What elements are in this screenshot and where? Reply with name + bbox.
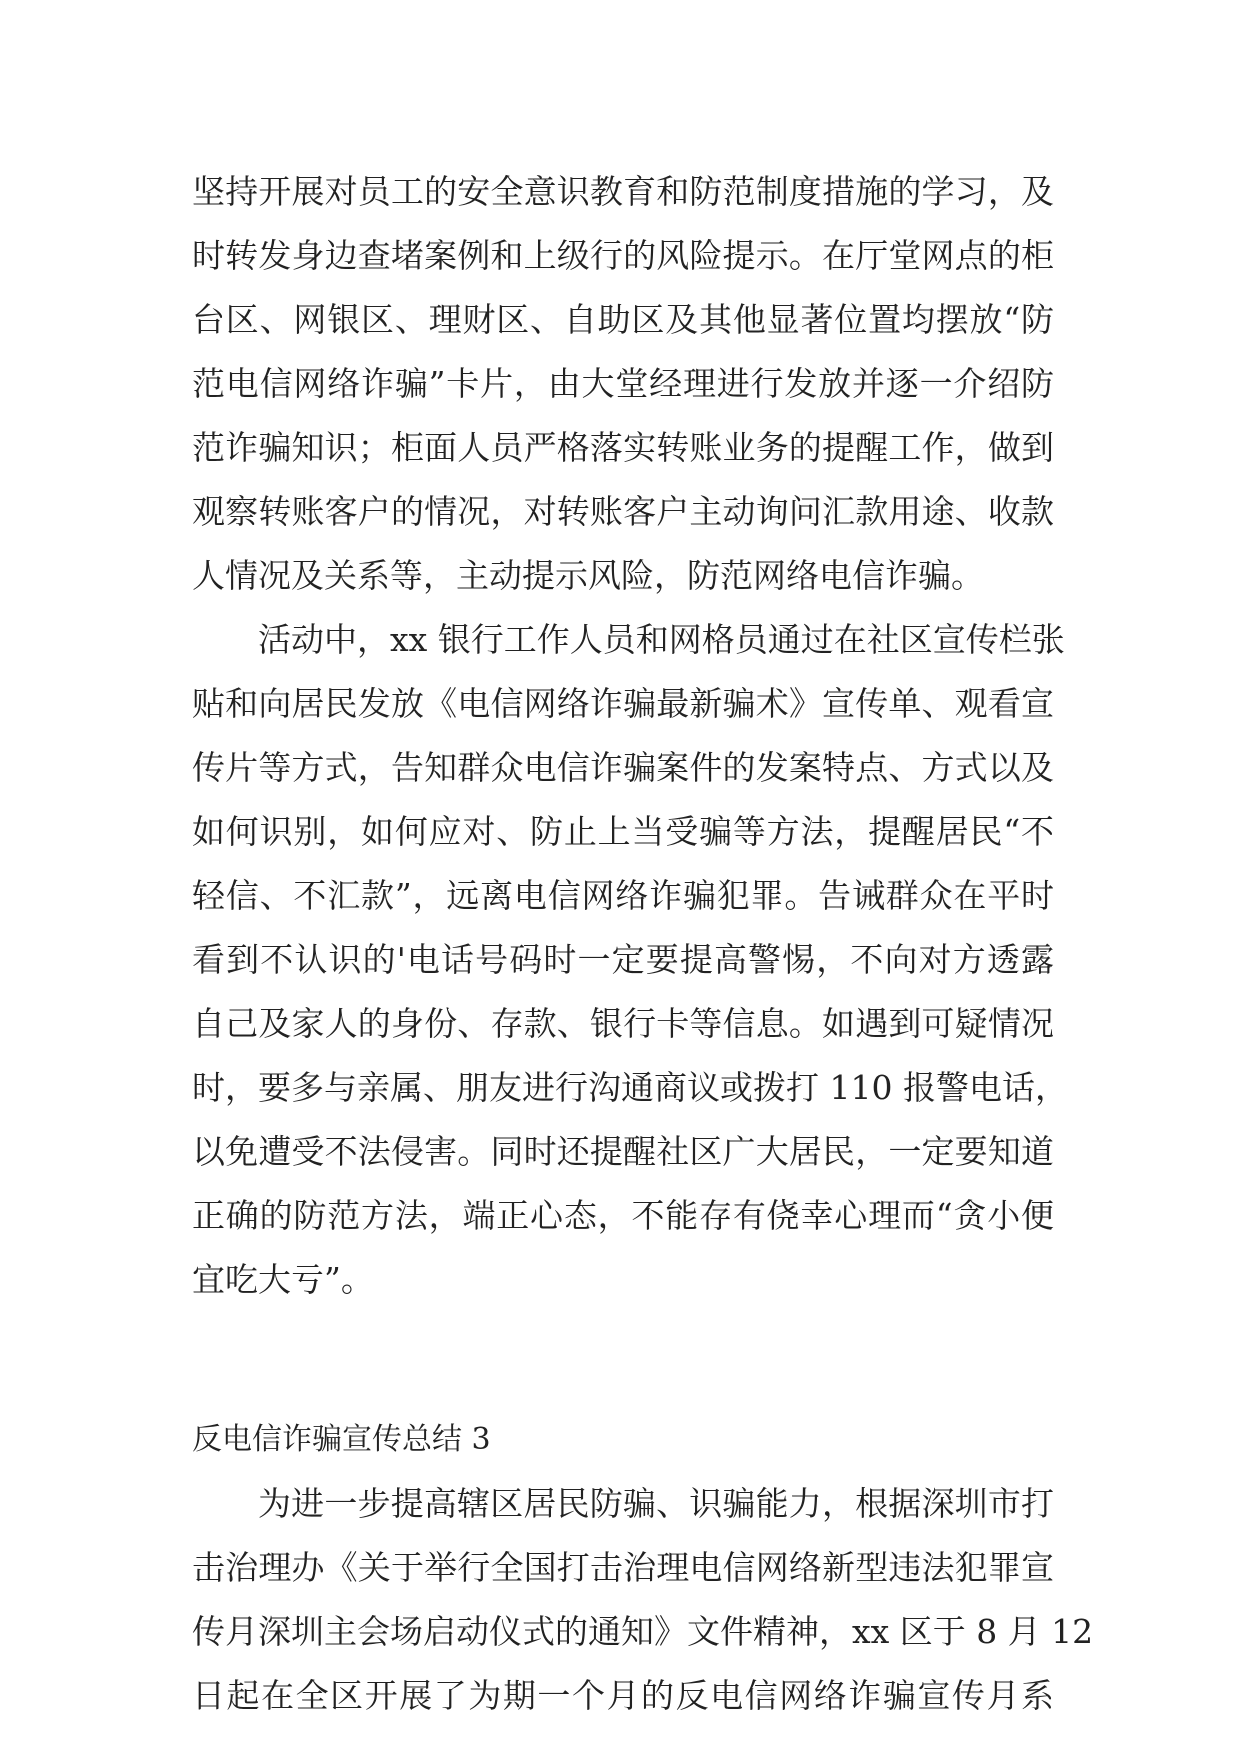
section-heading: 反电信诈骗宣传总结 3 (192, 1422, 491, 1457)
text-line: 时，要多与亲属、朋友进行沟通商议或拨打 110 报警电话， (192, 1068, 1068, 1107)
text-line: 时转发身边查堵案例和上级行的风险提示。在厅堂网点的柜 (192, 236, 1054, 275)
text-line: 日起在全区开展了为期一个月的反电信网络诈骗宣传月系 (192, 1676, 1054, 1715)
text-line: 贴和向居民发放《电信网络诈骗最新骗术》宣传单、观看宣 (192, 684, 1054, 723)
document-body (192, 160, 1094, 1728)
text-line: 传月深圳主会场启动仪式的通知》文件精神，xx 区于 8 月 12 (192, 1612, 1094, 1651)
text-line: 范电信网络诈骗”卡片，由大堂经理进行发放并逐一介绍防 (192, 364, 1054, 403)
paragraph-3 (192, 1472, 1094, 1728)
text-line: 以免遭受不法侵害。同时还提醒社区广大居民，一定要知道 (192, 1132, 1054, 1171)
text-line: 人情况及关系等，主动提示风险，防范网络电信诈骗。 (192, 556, 984, 595)
text-line: 传片等方式，告知群众电信诈骗案件的发案特点、方式以及 (192, 748, 1054, 787)
text-line: 如何识别，如何应对、防止上当受骗等方法，提醒居民“不 (192, 812, 1054, 851)
text-line: 观察转账客户的情况，对转账客户主动询问汇款用途、收款 (192, 492, 1054, 531)
text-line: 坚持开展对员工的安全意识教育和防范制度措施的学习，及 (192, 172, 1054, 211)
paragraph-1 (192, 160, 1054, 608)
text-line: 正确的防范方法，端正心态，不能存有侥幸心理而“贪小便 (192, 1196, 1054, 1235)
text-line: 为进一步提高辖区居民防骗、识骗能力，根据深圳市打 (258, 1484, 1054, 1523)
text-line: 范诈骗知识；柜面人员严格落实转账业务的提醒工作，做到 (192, 428, 1054, 467)
text-line: 自己及家人的身份、存款、银行卡等信息。如遇到可疑情况 (192, 1004, 1054, 1043)
text-line: 轻信、不汇款”，远离电信网络诈骗犯罪。告诫群众在平时 (192, 876, 1054, 915)
text-line: 击治理办《关于举行全国打击治理电信网络新型违法犯罪宣 (192, 1548, 1054, 1587)
text-line: 台区、网银区、理财区、自助区及其他显著位置均摆放“防 (192, 300, 1054, 339)
text-line: 宜吃大亏”。 (192, 1260, 374, 1299)
text-line: 活动中，xx 银行工作人员和网格员通过在社区宣传栏张 (258, 620, 1065, 659)
paragraph-2 (192, 608, 1068, 1312)
text-line: 看到不认识的'电话号码时一定要提高警惕，不向对方透露 (192, 940, 1054, 979)
section-spacer (192, 1312, 1054, 1408)
